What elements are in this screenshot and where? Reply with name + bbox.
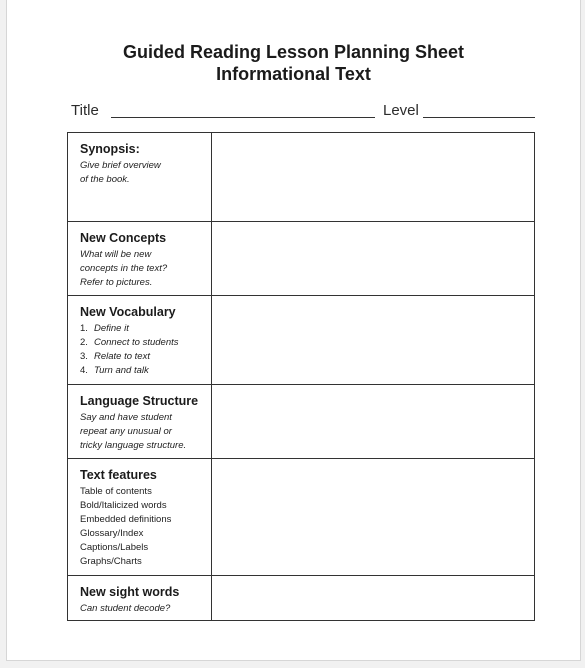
- row-label-cell: [68, 576, 212, 620]
- vocab-step: [80, 350, 211, 364]
- text-feature-item: Table of contents: [80, 486, 152, 497]
- document-title: Guided Reading Lesson Planning Sheet: [122, 42, 465, 62]
- row-description-line: of the book.: [80, 174, 130, 185]
- row-heading: New Vocabulary: [80, 305, 176, 319]
- level-field-label: Level: [383, 102, 419, 119]
- vocab-step-text: Relate to text: [94, 351, 150, 362]
- row-language-structure: [68, 385, 534, 459]
- row-synopsis: [68, 133, 534, 222]
- row-label-cell: [68, 222, 212, 295]
- vocab-step: [80, 336, 211, 350]
- row-description-line: Refer to pictures.: [80, 277, 153, 288]
- row-label-cell: [68, 459, 212, 575]
- worksheet-page: [6, 0, 581, 661]
- vocab-step-text: Turn and talk: [94, 365, 149, 376]
- row-new-vocabulary: [68, 296, 534, 385]
- vocab-step-number: 2.: [80, 337, 88, 348]
- row-text-features: [68, 459, 534, 576]
- synopsis-writing-area[interactable]: [212, 133, 534, 221]
- text-feature-item: Bold/Italicized words: [80, 500, 167, 511]
- vocab-step-number: 1.: [80, 323, 88, 334]
- text-feature-item: Captions/Labels: [80, 542, 149, 553]
- vocab-step-text: Define it: [94, 323, 129, 334]
- vocab-step-number: 3.: [80, 351, 88, 362]
- new-concepts-writing-area[interactable]: [212, 222, 534, 295]
- text-feature-item: Graphs/Charts: [80, 556, 142, 567]
- row-description-line: tricky language structure.: [80, 440, 187, 451]
- row-heading: Text features: [80, 468, 157, 482]
- row-new-sight-words: [68, 576, 534, 620]
- level-field-line[interactable]: [423, 117, 535, 118]
- new-sight-words-writing-area[interactable]: [212, 576, 534, 620]
- vocab-step-number: 4.: [80, 365, 88, 376]
- text-feature-item: Embedded definitions: [80, 514, 172, 525]
- row-heading: Synopsis:: [80, 142, 140, 156]
- row-label-cell: [68, 133, 212, 221]
- new-vocabulary-writing-area[interactable]: [212, 296, 534, 384]
- vocab-step: [80, 364, 211, 378]
- row-description-line: Say and have student: [80, 412, 172, 423]
- language-structure-writing-area[interactable]: [212, 385, 534, 458]
- title-field-label: Title: [71, 102, 99, 119]
- planning-table: [67, 132, 535, 621]
- row-new-concepts: [68, 222, 534, 296]
- row-description-line: Can student decode?: [80, 603, 171, 614]
- row-heading: Language Structure: [80, 394, 199, 408]
- vocab-step: [80, 322, 211, 336]
- row-description-line: concepts in the text?: [80, 263, 168, 274]
- row-label-cell: [68, 296, 212, 384]
- text-feature-item: Glossary/Index: [80, 528, 144, 539]
- row-heading: New sight words: [80, 585, 180, 599]
- row-description-line: What will be new: [80, 249, 152, 260]
- row-description-line: repeat any unusual or: [80, 426, 172, 437]
- row-description-line: Give brief overview: [80, 160, 161, 171]
- document-subtitle: Informational Text: [216, 64, 371, 84]
- title-field-line[interactable]: [111, 117, 375, 118]
- vocab-step-text: Connect to students: [94, 337, 179, 348]
- text-features-writing-area[interactable]: [212, 459, 534, 575]
- row-heading: New Concepts: [80, 231, 167, 245]
- row-label-cell: [68, 385, 212, 458]
